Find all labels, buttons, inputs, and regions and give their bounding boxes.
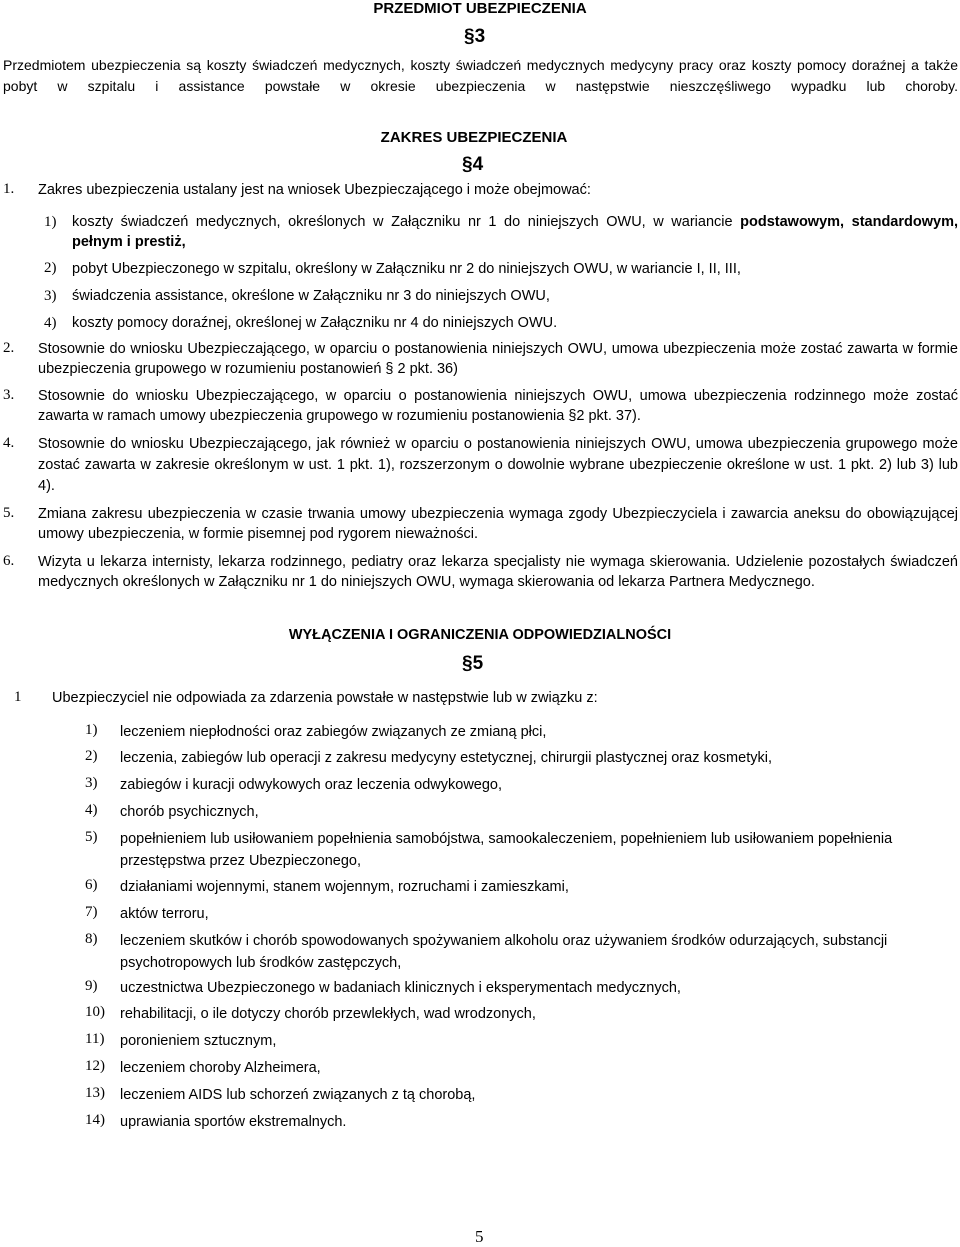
exclusion-item-number: 3) — [85, 775, 98, 791]
section-5-symbol: §5 — [462, 653, 484, 674]
s4-point-5-text: Zmiana zakresu ubezpieczenia w czasie trwania umowy ubezpieczenia wymaga zgody Ubezpieczyciela i zawarcia aneksu do obowiązującej umowy ubezpieczenia, w formie pisemnej pod rygorem nieważności. — [38, 506, 958, 542]
s4-sub-3-number: 3) — [44, 288, 57, 304]
section-4-heading: ZAKRES UBEZPIECZENIA — [380, 129, 568, 146]
exclusion-item-text: leczeniem skutków i chorób spowodowanych spożywaniem alkoholu oraz używaniem środków odurzających, substancji psychotropowych lub środków zastępczych, — [120, 933, 888, 971]
exclusion-item-text: uprawiania sportów ekstremalnych. — [120, 1114, 347, 1130]
exclusion-item-number: 10) — [85, 1004, 105, 1020]
section-5-heading: WYŁĄCZENIA I OGRANICZENIA ODPOWIEDZIALNOŚCI — [288, 627, 672, 643]
s4-sub-4-text: koszty pomocy doraźnej, określonej w Załączniku nr 4 do niniejszych OWU. — [72, 315, 558, 331]
exclusion-item-text: działaniami wojennymi, stanem wojennym, rozruchami i zamieszkami, — [120, 879, 569, 895]
s5-point-1-number: 1 — [14, 689, 22, 705]
section-3-text: Przedmiotem ubezpieczenia są koszty świadczeń medycznych, koszty świadczeń medycznych medycyny pracy oraz koszty pomocy doraźnej a także pobyt w szpitalu i assistance powstałe w okresie ubezpieczenia w następstwie nieszczęśliwego wypadku lub choroby. — [3, 57, 958, 94]
s5-point-1-text: Ubezpieczyciel nie odpowiada za zdarzenia powstałe w następstwie lub w związku z: — [52, 690, 598, 706]
s4-point-2-text: Stosownie do wniosku Ubezpieczającego, w oparciu o postanowienia niniejszych OWU, umowa ubezpieczenia może zostać zawarta w formie ubezpieczenia grupowego w rozumieniu postanowień § 2 pkt. 36) — [38, 341, 958, 377]
exclusion-item-text: leczeniem choroby Alzheimera, — [120, 1060, 321, 1076]
exclusion-item-text: uczestnictwa Ubezpieczonego w badaniach klinicznych i eksperymentach medycznych, — [120, 980, 681, 996]
exclusion-item-text: leczeniem niepłodności oraz zabiegów związanych ze zmianą płci, — [120, 724, 547, 740]
s4-sub-2-number: 2) — [44, 260, 57, 276]
s4-point-2-number: 2. — [3, 340, 15, 356]
exclusion-item-text: leczeniem AIDS lub schorzeń związanych z tą chorobą, — [120, 1087, 476, 1103]
exclusion-item-text: zabiegów i kuracji odwykowych oraz leczenia odwykowego, — [120, 777, 503, 793]
exclusion-item-number: 8) — [85, 931, 98, 947]
page-number: 5 — [475, 1227, 484, 1246]
section-3-heading: PRZEDMIOT UBEZPIECZENIA — [373, 0, 587, 17]
exclusion-item-text: popełnieniem lub usiłowaniem popełnienia samobójstwa, samookaleczeniem, popełnieniem lub usiłowaniem popełnienia przestępstwa przez Ubezpieczonego, — [120, 831, 893, 869]
exclusion-item-number: 2) — [85, 748, 98, 764]
s4-sub-2-text: pobyt Ubezpieczonego w szpitalu, określony w Załączniku nr 2 do niniejszych OWU, w wariancie I, II, III, — [72, 261, 741, 277]
exclusion-item-number: 14) — [85, 1112, 105, 1128]
exclusion-item-text: poronieniem sztucznym, — [120, 1033, 277, 1049]
exclusion-item-number: 5) — [85, 829, 98, 845]
exclusion-item-number: 12) — [85, 1058, 105, 1074]
exclusion-item-number: 4) — [85, 802, 98, 818]
s4-sub-1-text: koszty świadczeń medycznych, określonych w Załączniku nr 1 do niniejszych OWU, w wariancie podstawowym, standardowym, pełnym i prestiż, — [72, 214, 958, 250]
s4-point-1-text: Zakres ubezpieczenia ustalany jest na wniosek Ubezpieczającego i może obejmować: — [38, 182, 591, 198]
s4-point-3-number: 3. — [3, 387, 15, 403]
exclusion-item-number: 13) — [85, 1085, 105, 1101]
s4-point-3-text: Stosownie do wniosku Ubezpieczającego, w oparciu o postanowienia niniejszych OWU, umowa ubezpieczenia rodzinnego może zostać zawarta w ramach umowy ubezpieczenia grupowego w rozumieniu postanowienia §2 pkt. 37). — [38, 388, 958, 424]
s4-sub-3-text: świadczenia assistance, określone w Załączniku nr 3 do niniejszych OWU, — [72, 288, 550, 304]
exclusion-item-text: rehabilitacji, o ile dotyczy chorób przewlekłych, wad wrodzonych, — [120, 1006, 536, 1022]
exclusion-item-text: aktów terroru, — [120, 906, 209, 922]
exclusion-item-number: 7) — [85, 904, 98, 920]
s4-point-1-number: 1. — [3, 181, 15, 197]
section-4-symbol: §4 — [462, 154, 484, 175]
exclusion-item-text: leczenia, zabiegów lub operacji z zakresu medycyny estetycznej, chirurgii plastycznej oraz kosmetyki, — [120, 750, 772, 766]
section-3-symbol: §3 — [464, 26, 486, 47]
s4-point-6-number: 6. — [3, 553, 15, 569]
exclusion-item-number: 11) — [85, 1031, 105, 1047]
s4-point-4-number: 4. — [3, 435, 15, 451]
s4-point-6-text: Wizyta u lekarza internisty, lekarza rodzinnego, pediatry oraz lekarza specjalisty nie wymaga skierowania. Udzielenie pozostałych świadczeń medycznych określonych w Załączniku nr 1 do niniejszych OWU, wymaga skierowania od lekarza Partnera Medycznego. — [38, 554, 958, 590]
s4-sub-1-number: 1) — [44, 214, 57, 230]
exclusion-item-number: 1) — [85, 722, 98, 738]
s4-point-4-text: Stosownie do wniosku Ubezpieczającego, jak również w oparciu o postanowienia niniejszych OWU, umowa ubezpieczenia grupowego może zostać zawarta w zakresie określonym w ust. 1 pkt. 1), rozszerzonym o dowolnie wybrane ubezpieczenie określone w ust. 1 pkt. 2) lub 3) lub 4). — [38, 436, 958, 494]
s4-point-5-number: 5. — [3, 505, 15, 521]
exclusion-item-number: 9) — [85, 978, 98, 994]
s4-sub-4-number: 4) — [44, 315, 57, 331]
exclusion-item-text: chorób psychicznych, — [120, 804, 259, 820]
exclusion-item-number: 6) — [85, 877, 98, 893]
